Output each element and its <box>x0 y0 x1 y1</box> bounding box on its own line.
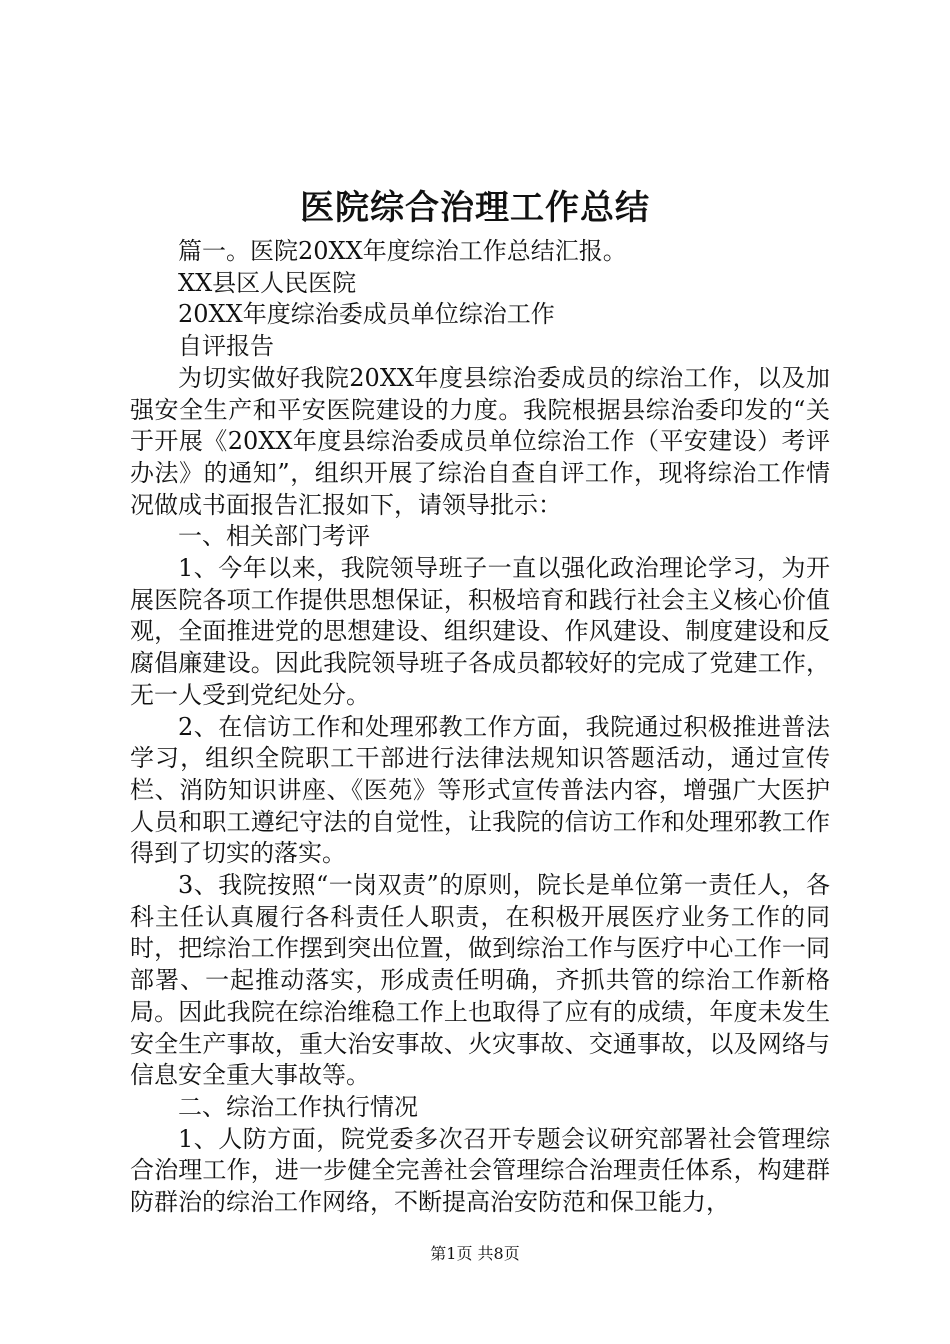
document-title: 医院综合治理工作总结 <box>300 188 650 228</box>
page-footer: 第1页 共8页 <box>430 1244 520 1263</box>
paragraph-heading-part-one: 篇一。医院20XX年度综治工作总结汇报。 <box>178 237 627 265</box>
paragraph-report-subject: 20XX年度综治委成员单位综治工作 <box>178 300 555 329</box>
paragraph-item-1-1: 1、今年以来，我院领导班子一直以强化政治理论学习，为开展医院各项工作提供思想保证，积极培育和践行社会主义核心价值观，全面推进党的思想建设、组织建设、作风建设、制度建设和反腐倡廉建设。因此我院领导班子各成员都较好的完成了党建工作，无一人受到党纪处分。 <box>130 554 830 709</box>
paragraph-item-2-1: 1、人防方面，院党委多次召开专题会议研究部署社会管理综合治理工作，进一步健全完善社会管理综合治理责任体系，构建群防群治的综治工作网络，不断提高治安防范和保卫能力， <box>130 1124 830 1217</box>
paragraph-report-type: 自评报告 <box>178 332 274 361</box>
section-heading-2: 二、综治工作执行情况 <box>178 1092 418 1121</box>
paragraph-hospital-name: XX县区人民医院 <box>178 268 357 297</box>
document-body <box>130 236 830 1219</box>
paragraph-intro: 为切实做好我院20XX年度县综治委成员的综治工作，以及加强安全生产和平安医院建设的力度。我院根据县综治委印发的“关于开展《20XX年度县综治委成员单位综治工作（平安建设）考评办法》的通知”，组织开展了综治自查自评工作，现将综治工作情况做成书面报告汇报如下，请领导批示： <box>130 363 830 519</box>
paragraph-item-1-3: 3、我院按照“一岗双责”的原则，院长是单位第一责任人，各科主任认真履行各科责任人职责，在积极开展医疗业务工作的同时，把综治工作摆到突出位置，做到综治工作与医疗中心工作一同部署、一起推动落实，形成责任明确，齐抓共管的综治工作新格局。因此我院在综治维稳工作上也取得了应有的成绩，年度未发生安全生产事故，重大治安事故、火灾事故、交通事故，以及网络与信息安全重大事故等。 <box>130 871 830 1090</box>
paragraph-item-1-2: 2、在信访工作和处理邪教工作方面，我院通过积极推进普法学习，组织全院职工干部进行法律法规知识答题活动，通过宣传栏、消防知识讲座、《医苑》等形式宣传普法内容，增强广大医护人员和职工遵纪守法的自觉性，让我院的信访工作和处理邪教工作得到了切实的落实。 <box>130 712 830 868</box>
section-heading-1: 一、相关部门考评 <box>178 522 370 551</box>
